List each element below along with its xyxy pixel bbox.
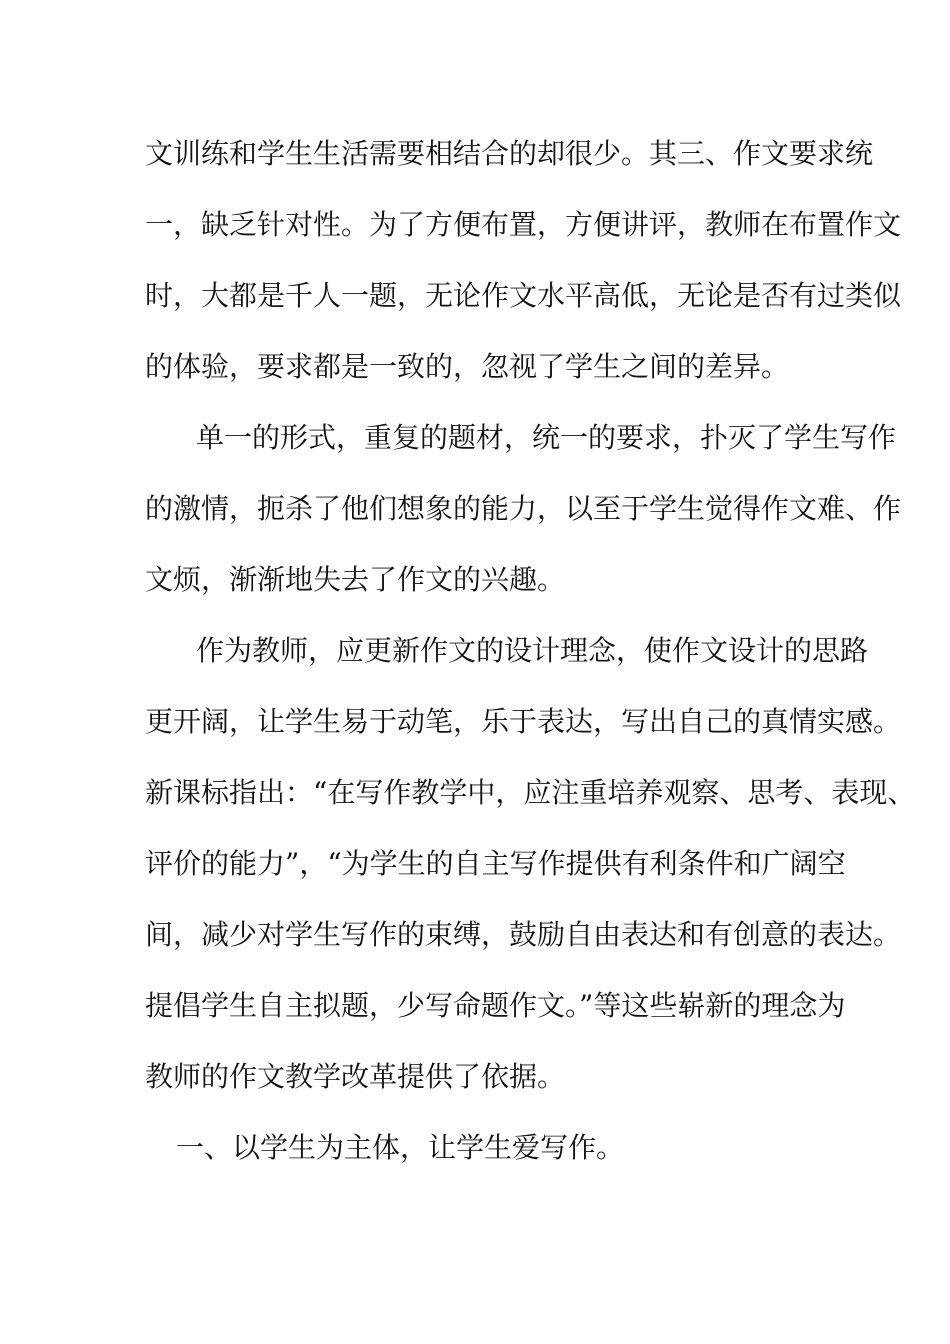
paragraph-3-line-6: 提倡学生自主拟题，少写命题作文。”等这些崭新的理念为 xyxy=(145,989,846,1022)
paragraph-3-line-5: 间，减少对学生写作的束缚，鼓励自由表达和有创意的表达。 xyxy=(145,918,902,951)
paragraph-2-line-3: 文烦，渐渐地失去了作文的兴趣。 xyxy=(145,563,566,596)
paragraph-2-line-1: 单一的形式，重复的题材，统一的要求，扑灭了学生写作 xyxy=(196,421,897,454)
section-heading: 一、以学生为主体，让学生爱写作。 xyxy=(176,1131,625,1164)
paragraph-3-line-4: 评价的能力”，“为学生的自主写作提供有利条件和广阔空 xyxy=(145,847,846,880)
paragraph-2-line-2: 的激情，扼杀了他们想象的能力，以至于学生觉得作文难、作 xyxy=(145,492,902,525)
text-line-1: 文训练和学生生活需要相结合的却很少。其三、作文要求统 xyxy=(145,137,874,170)
text-line-2: 一，缺乏针对性。为了方便布置，方便讲评，教师在布置作文 xyxy=(145,208,902,241)
paragraph-3-line-7: 教师的作文教学改革提供了依据。 xyxy=(145,1060,566,1093)
text-line-4: 的体验，要求都是一致的，忽视了学生之间的差异。 xyxy=(145,350,790,383)
paragraph-3-line-3: 新课标指出：“在写作教学中，应注重培养观察、思考、表现、 xyxy=(145,776,916,809)
text-line-3: 时，大都是千人一题，无论作文水平高低，无论是否有过类似 xyxy=(145,279,902,312)
paragraph-3-line-1: 作为教师，应更新作文的设计理念，使作文设计的思路 xyxy=(196,634,869,667)
paragraph-3-line-2: 更开阔，让学生易于动笔，乐于表达，写出自己的真情实感。 xyxy=(145,705,902,738)
